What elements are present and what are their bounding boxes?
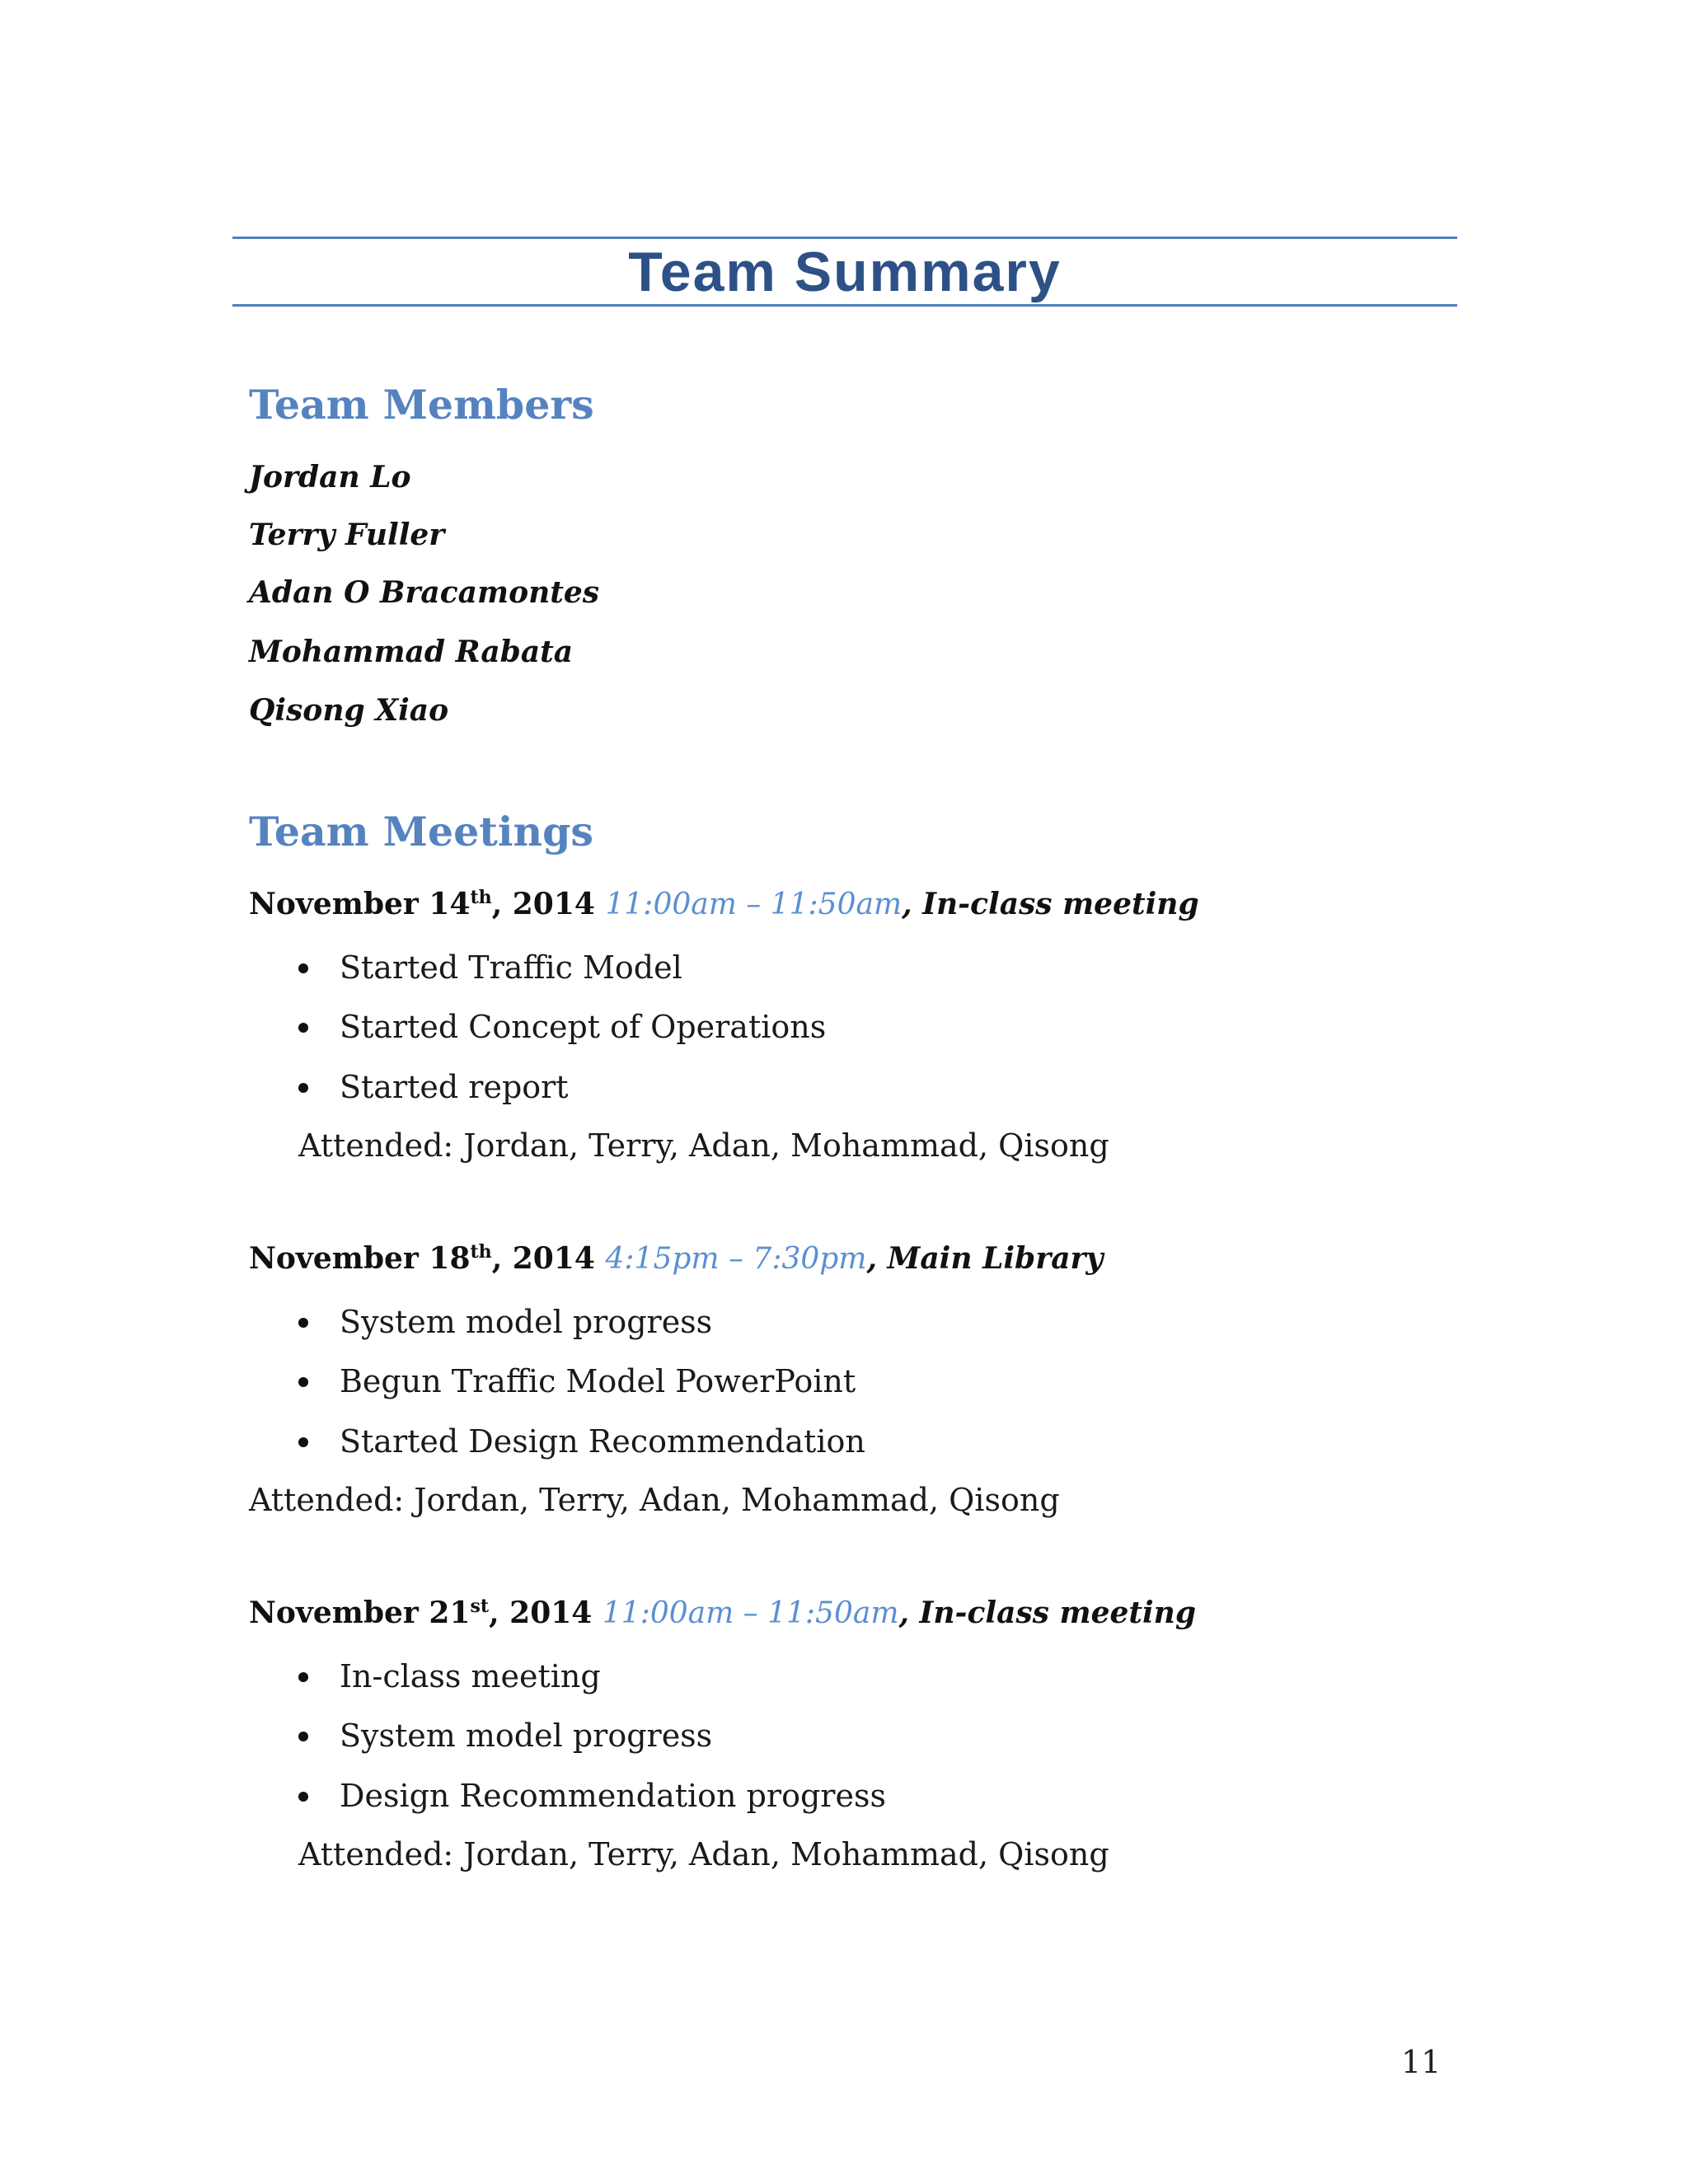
team-members-heading: Team Members: [249, 381, 594, 429]
meeting-year: , 2014: [491, 1241, 595, 1276]
meeting-place: , In-class meeting: [902, 887, 1199, 921]
meeting-header: [249, 887, 1199, 921]
bullet-icon: [298, 1792, 308, 1802]
meeting-date: November 14: [249, 887, 471, 921]
meeting-place: , In-class meeting: [898, 1596, 1197, 1630]
page-number: 11: [1401, 2044, 1442, 2080]
list-item: [298, 1718, 712, 1754]
bullet-icon: [298, 1318, 308, 1328]
member-name: Qisong Xiao: [249, 693, 449, 728]
list-item: [298, 1423, 865, 1460]
attended-line: Attended: Jordan, Terry, Adan, Mohammad, Qisong: [249, 1482, 1060, 1518]
date-ordinal: st: [470, 1596, 490, 1617]
bullet-icon: [298, 1083, 308, 1093]
list-item: [298, 1363, 856, 1399]
list-item: [298, 1658, 601, 1694]
meeting-date: November 21: [249, 1596, 471, 1630]
meeting-place: , Main Library: [866, 1241, 1104, 1276]
bullet-icon: [298, 1023, 308, 1033]
list-item-text: System model progress: [340, 1718, 713, 1754]
member-name: Adan O Bracamontes: [249, 575, 600, 610]
bullet-icon: [298, 1732, 308, 1741]
list-item: [298, 1069, 569, 1105]
meeting-header: [249, 1241, 1103, 1276]
member-name: Mohammad Rabata: [249, 635, 574, 669]
date-ordinal: th: [470, 1241, 492, 1263]
list-item: [298, 949, 682, 986]
list-item-text: Started Concept of Operations: [340, 1009, 827, 1045]
meeting-year: , 2014: [491, 887, 595, 921]
bullet-icon: [298, 1377, 308, 1387]
meeting-date: November 18: [249, 1241, 471, 1276]
list-item-text: Started Traffic Model: [340, 949, 682, 986]
meeting-time: 4:15pm – 7:30pm: [605, 1242, 867, 1276]
meeting-header: [249, 1596, 1196, 1630]
attended-line: Attended: Jordan, Terry, Adan, Mohammad, Qisong: [298, 1127, 1109, 1164]
team-meetings-heading: Team Meetings: [249, 808, 593, 855]
bullet-icon: [298, 963, 308, 973]
bullet-icon: [298, 1437, 308, 1447]
member-name: Terry Fuller: [249, 518, 445, 552]
title-block: [232, 237, 1457, 307]
meeting-year: , 2014: [489, 1596, 593, 1630]
meeting-time: 11:00am – 11:50am: [602, 1596, 899, 1630]
list-item-text: Design Recommendation progress: [340, 1778, 886, 1814]
member-name: Jordan Lo: [249, 460, 411, 494]
bullet-icon: [298, 1672, 308, 1682]
attended-line: Attended: Jordan, Terry, Adan, Mohammad, Qisong: [298, 1836, 1109, 1872]
list-item-text: Begun Traffic Model PowerPoint: [340, 1363, 856, 1399]
list-item-text: Started report: [340, 1069, 569, 1105]
date-ordinal: th: [470, 887, 492, 908]
meeting-time: 11:00am – 11:50am: [605, 888, 903, 921]
list-item-text: Started Design Recommendation: [340, 1423, 865, 1460]
list-item-text: System model progress: [340, 1304, 713, 1340]
list-item: [298, 1009, 826, 1045]
list-item: [298, 1778, 886, 1814]
list-item-text: In-class meeting: [340, 1658, 601, 1694]
page-title: Team Summary: [628, 240, 1062, 303]
list-item: [298, 1304, 712, 1340]
